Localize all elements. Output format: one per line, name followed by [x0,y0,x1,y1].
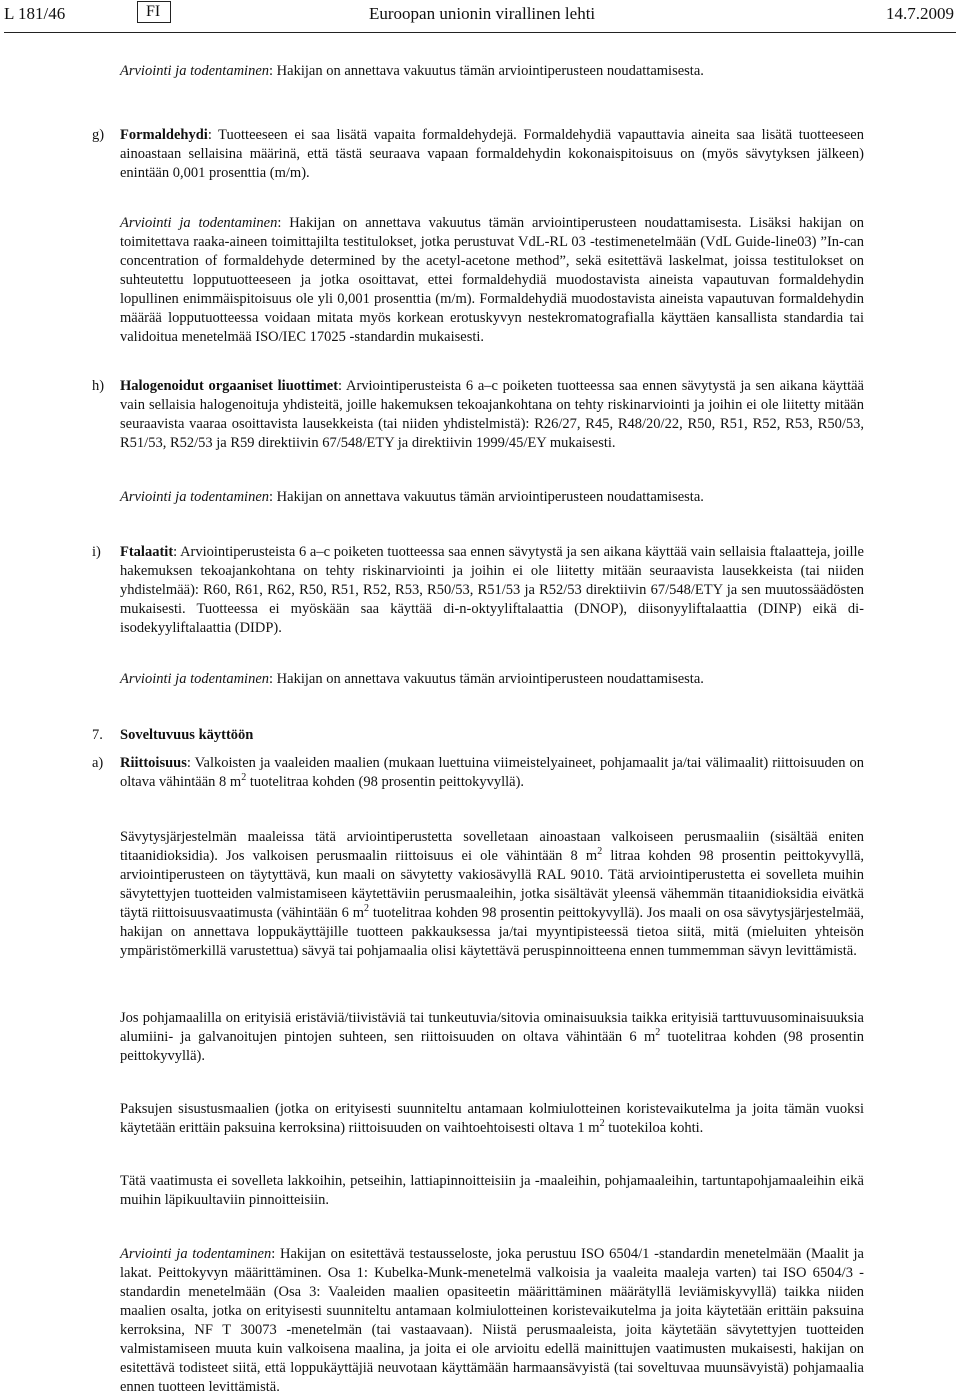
criterion-label: a) [92,755,104,771]
body-paragraph: Tätä vaatimusta ei sovelleta lakkoihin, petseihin, lattiapinnoitteisiin ja -maaleihin, pohjamaaleihin, tartuntapohjamaaleihin eikä muihin läpikuultaviin pinnoitteisiin. [120,1173,864,1208]
language-badge: FI [137,1,171,23]
criterion-label: h) [92,378,105,394]
criterion-a: a) Riittoisuus: Valkoisten ja vaaleiden maalien (mukaan luettuina viimeistelyaineet, pohjamaalit ja/tai välimaalit) riittoisuuden on oltava vähintään 8 $m^2$ tuotelitraa kohden (98 prosentin peittokyvyllä). [92,755,864,790]
section-number: 7. [92,727,103,743]
criterion-term: Halogenoidut orgaaniset liuottimet [120,378,339,394]
page-header [4,0,956,33]
criterion-term: Riittoisuus [120,755,187,771]
criterion-label: g) [92,127,105,143]
section-heading [92,726,864,745]
section-title: Soveltuvuus käyttöön [120,727,254,743]
criterion-g: g) Formaldehydi: Tuotteeseen ei saa lisätä vapaita formaldehydejä. Formaldehydiä vapauttavia aineita saa lisätä tuotteeseen ainoastaan sellaisina määrinä, että tästä seuraava vapaan formaldehydin kokonaispitoisuus on (myös sävytyksen jälkeen) enintään 0,001 prosenttia (m/m). [92,127,864,181]
body-paragraph: Paksujen sisustusmaalien (jotka on erityisesti suunniteltu antamaan kolmiulotteinen koristevaikutelma ja joita tämän vuoksi käytetään erittäin paksuina kerroksina) riittoisuuden on vaihtoehtoisesti oltava 1 $m^2$ tuotekiloa kohti. [120,1101,864,1136]
body-paragraph: Sävytysjärjestelmän maaleissa tätä arviointiperustetta sovelletaan ainoastaan valkoiseen perusmaaliin (sisältää eniten titaanidioksidia). Jos valkoisen perusmaalin riittoisuus ei ole vähintään 8 $m^2$ litraa kohden 98 prosentin peittokyvyllä, arviointiperusteen on täytyttävä, kun maali on sävytetty vakiosävyllä RAL 9010. Tätä arviointiperustetta ei sovelleta muihin sävytettyjen tuotteiden valmistamiseen käytettäviin perusmaaleihin, jotka sisältävät yleensä vähemmän titaanidioksidia eivätkä täytä riittoisuusvaatimusta (vähintään 6 $m^2$ tuotelitraa kohden 98 prosentin peittokyvyllä). Jos maali on osa sävytysjärjestelmää, hakijan on annettava loppukäyttäjille tuotteen pakkauksessa ja/tai myyntipisteessä tietoa siitä, mitä (mieluiten yhteisön ympäristömerkillä varustettua) sävyä tai pohjamaalia olisi käytettävä peruspinnoitteena ennen tummemman sävyn levittämistä. [120,829,864,959]
criterion-h: h) Halogenoidut orgaaniset liuottimet: Arviointiperusteista 6 a–c poiketen tuotteessa saa ennen sävytystä ja sen aikana käyttää vain sellaisia halogenoituja yhdisteitä, joille hakemuksen tekoajankohtana on tehty riskinarviointi ja joihin ei ole liitetty mitään seuraavista vaaraa osoittavista lausekkeista (tai niiden yhdistelmistä): R26/27, R45, R48/20/22, R50, R51, R52, R53, R50/53, R51/53, R52/53 ja R59 direktiivin 67/548/ETY ja direktiivin 1999/45/EY mukaisesti. [92,378,864,451]
journal-reference: L 181/46 [4,4,66,23]
criterion-term: Ftalaatit [120,544,174,560]
assessment-paragraph: Arviointi ja todentaminen: Hakijan on annettava vakuutus tämän arviointiperusteen noudattamisesta. Lisäksi hakijan on toimitettava raaka-aineen toimittajilta testitulokset, jotka perustuvat VdL-RL 03 -testimenetelmään (VdL Guide-line03) ”In-can concentration of formaldehyde determined by the acetyl-acetone method”, sekä esitettävä laskelmat, joissa testitulokset on suhteutettu lopputuotteeseen ja jotka osoittavat, ettei formaldehydiä muodostavista aineista vapautuvan formaldehydin lopullinen enimmäispitoisuus ole yli 0,001 prosenttia (m/m). Formaldehydiä muodostavista aineista vapautuvan formaldehydin määrää lopputuotteessa voidaan mitata myös korkean erotuskyvyn nestekromatografialla käyttäen kansallista standardia tai validoitua menetelmää ISO/IEC 17025 -standardin mukaisesti. [120,215,864,345]
publication-date: 14.7.2009 [886,4,954,23]
criterion-label: i) [92,544,101,560]
journal-title: Euroopan unionin virallinen lehti [369,4,596,23]
assessment-paragraph: Arviointi ja todentaminen: Hakijan on annettava vakuutus tämän arviointiperusteen noudattamisesta. [120,671,704,687]
criterion-term: Formaldehydi [120,127,208,143]
assessment-paragraph: Arviointi ja todentaminen: Hakijan on annettava vakuutus tämän arviointiperusteen noudattamisesta. [120,63,704,79]
body-paragraph: Jos pohjamaalilla on erityisiä eristäviä/tiivistäviä tai tunkeutuvia/sitovia ominaisuuksia taikka erityisiä tarttuvuusominaisuuksia alumiini- ja galvanoitujen pintojen suhteen, sen riittoisuuden on oltava vähintään 6 $m^2$ tuotelitraa kohden (98 prosentin peittokyvyllä). [120,1010,864,1064]
assessment-paragraph: Arviointi ja todentaminen: Hakijan on annettava vakuutus tämän arviointiperusteen noudattamisesta. [120,489,704,505]
assessment-paragraph: Arviointi ja todentaminen: Hakijan on esitettävä testausseloste, joka perustuu ISO 6504/1 -standardin menetelmään (Maalit ja lakat. Peittokyvyn määrittäminen. Osa 1: Kubelka-Munk-menetelmä valkoisia ja vaaleita maaleja varten) tai ISO 6504/3 -standardin menetelmään (Osa 3: Vaaleiden maalien opasiteetin määrittäminen määrätyllä leviämiskyvyllä) taikka niiden maalien osalta, jotka on erityisesti suunniteltu antamaan kolmiulotteinen koristevaikutelma ja joita käytetään erittäin paksuina kerroksina, NF T 30073 -menetelmän (tai vastaavaan). Niistä perusmaaleista, joita käytetään sävytettyjen tuotteiden valmistamiseen muuta kuin valkoisena maalina, ja joita ei ole arvioitu edellä mainittujen vaatimusten mukaisesti, hakijan on esitettävä todisteet siitä, että loppukäyttäjiä neuvotaan käyttämään harmaansävyistä (tai soveltuvaa muunsävyistä) pohjamaalia ennen tuotteen levittämistä. [120,1246,864,1395]
criterion-i: i) Ftalaatit: Arviointiperusteista 6 a–c poiketen tuotteessa saa ennen sävytystä ja sen aikana käyttää vain sellaisia ftalaatteja, joille hakemuksen tekoajankohtana on tehty riskinarviointi ja joihin ei ole liitetty mitään seuraavista lausekkeista (tai niiden yhdistelmää): R60, R61, R62, R50, R51, R52, R53, R50/53, R51/53 ja R52/53 direktiivin 67/548/ETY ja sen muutossäädösten mukaisesti. Tuotteessa ei myöskään saa käyttää di-n-oktyyliftalaattia (DNOP), diisonyyliftalaattia (DINP) eikä di-isodekyyliftalaattia (DIDP). [92,544,864,636]
